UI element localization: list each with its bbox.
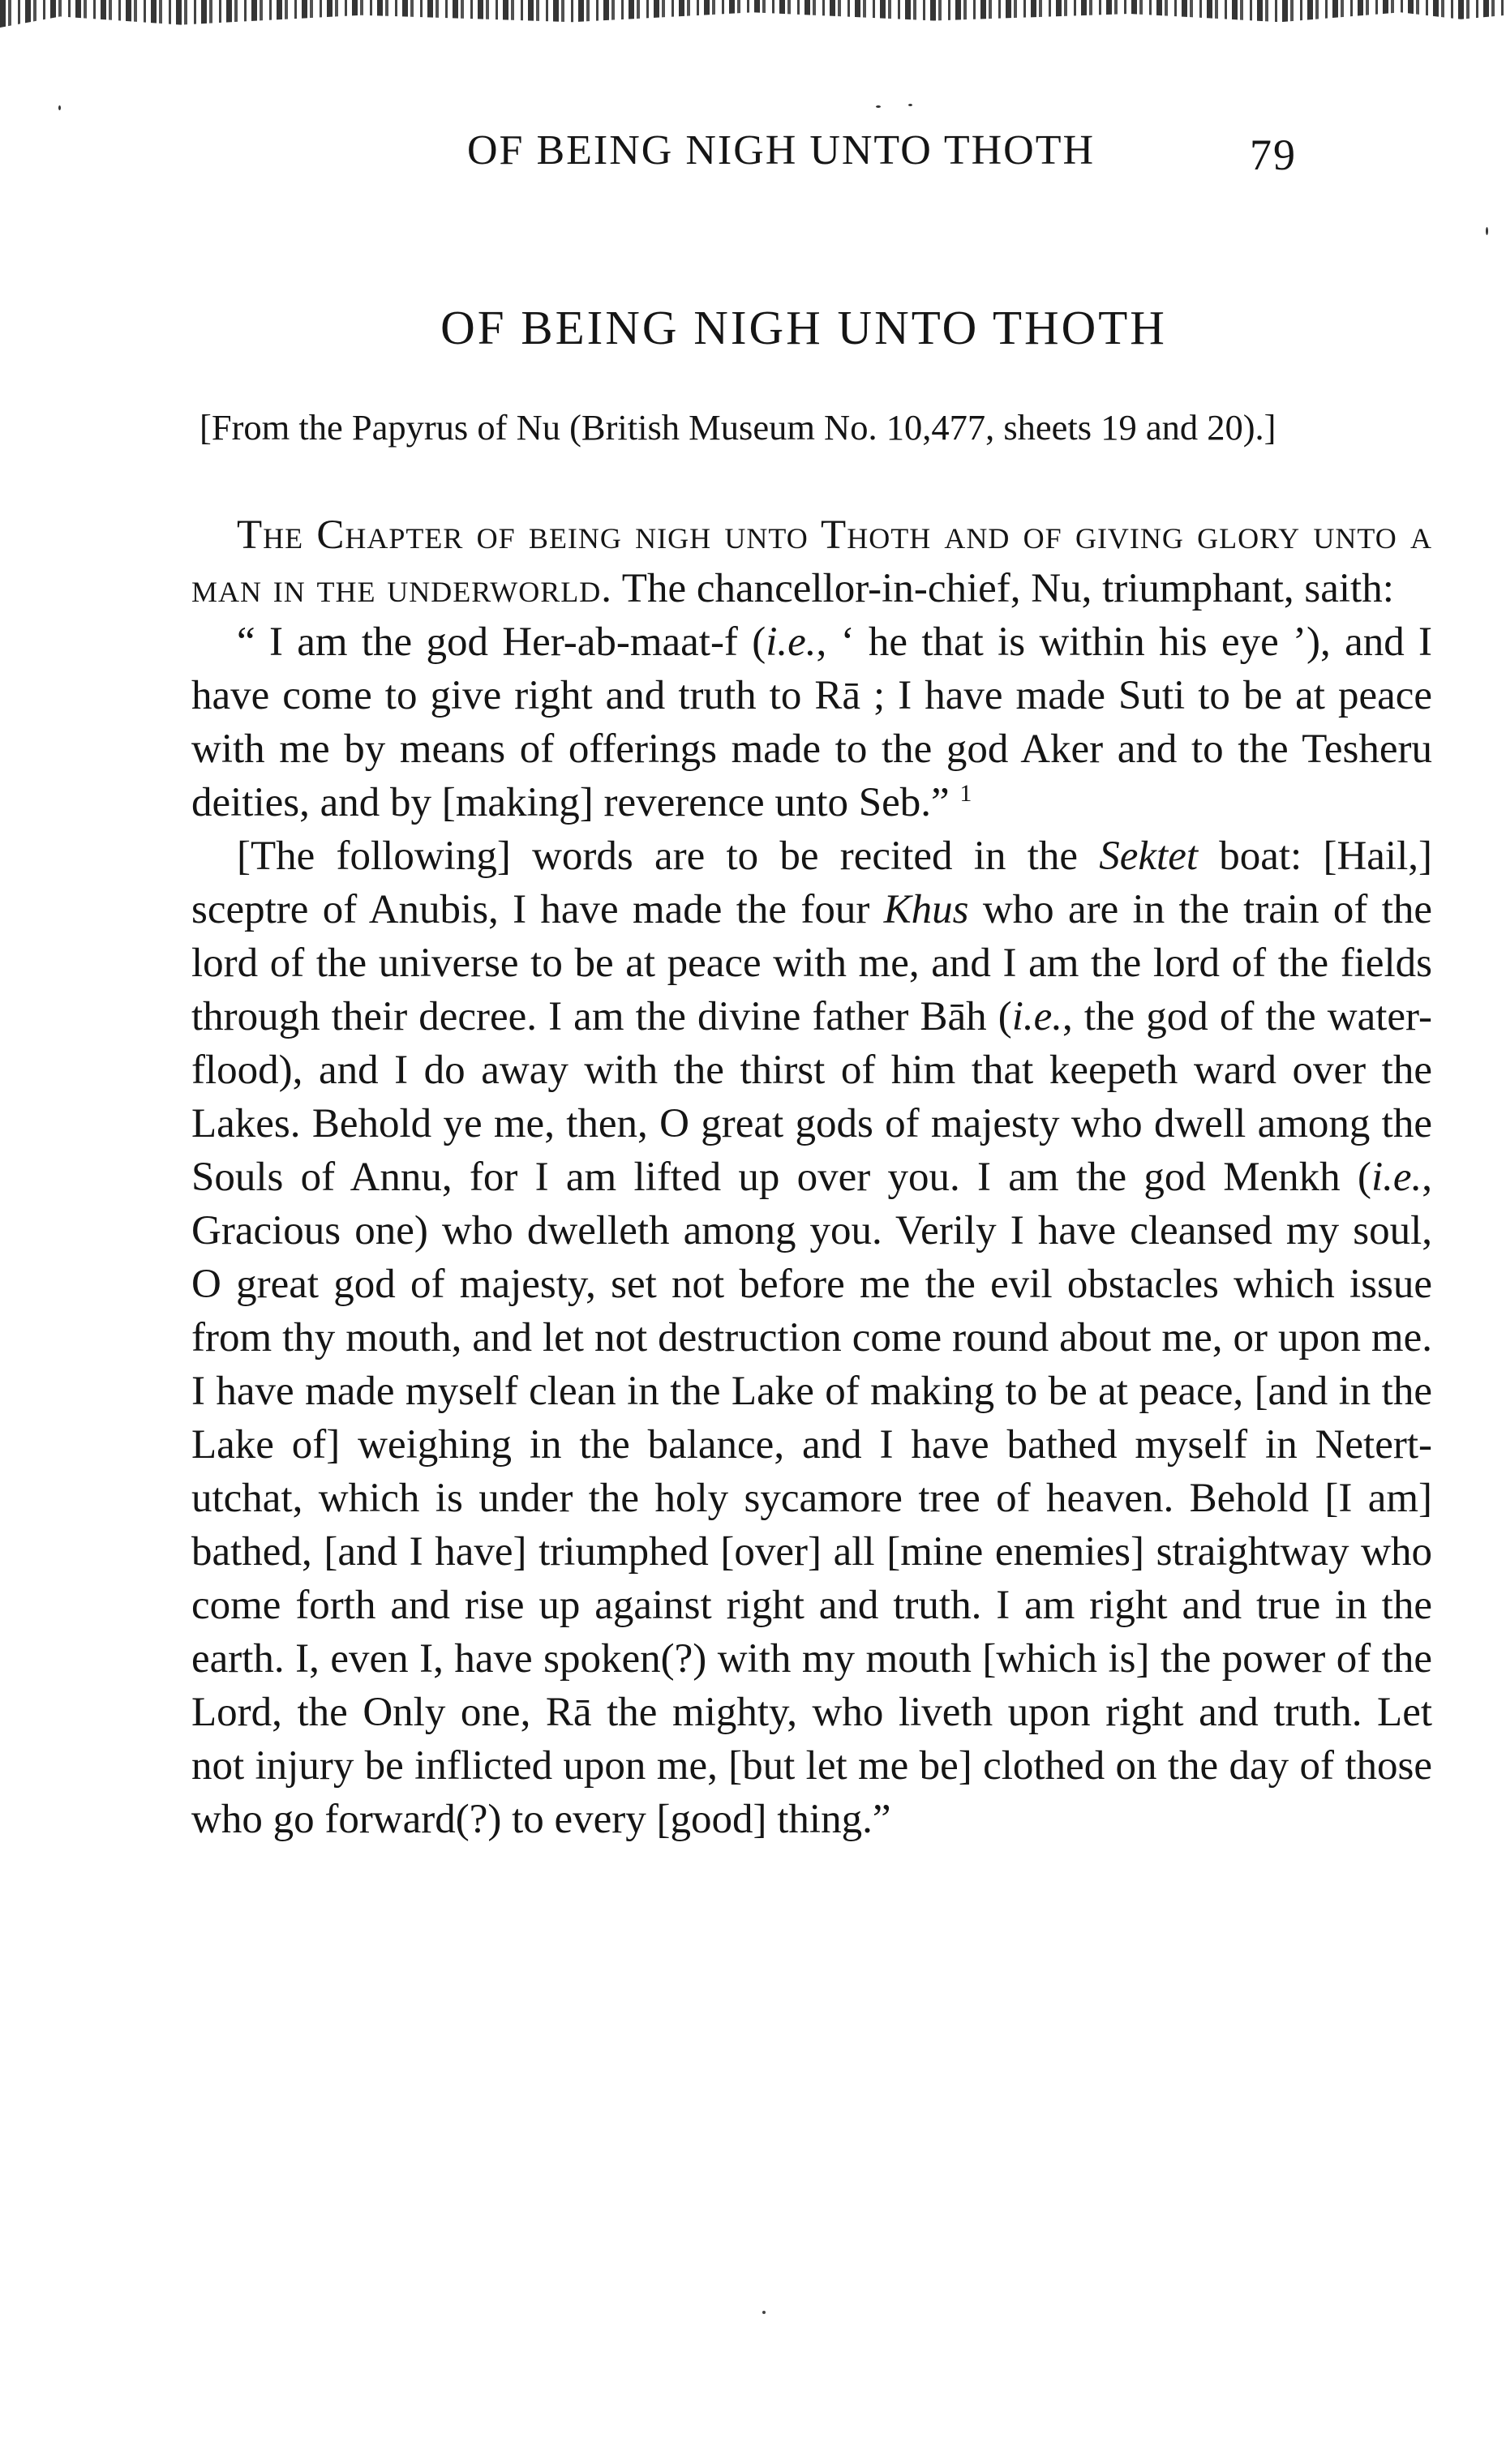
book-page: [191, 114, 1432, 1846]
scan-speck: [1486, 227, 1488, 235]
paragraph-1-text: The chancellor-in-chief, Nu, triumphant, saith:: [611, 566, 1394, 611]
scan-speck: [876, 105, 881, 108]
scan-edge-noise: [0, 0, 1506, 28]
scan-speck: [762, 2311, 766, 2314]
paragraph-3-text-e: , Gracious one) who dwelleth among you. Verily I have cleansed my soul, O great god of majesty, set not before me the evil obstacles which issue from thy mouth, and let not destruction come round about me, or upon me. I have made myself clean in the Lake of making to be at peace, [and in the Lake of] weighing in the balance, and I have bathed myself in Netert-utchat, which is under the holy sycamore tree of heaven. Behold [I am] bathed, [and I have] triumphed [over] all [mine enemies] straightway who come forth and rise up against right and truth. I am right and true in the earth. I, even I, have spoken(?) with my mouth [which is] the power of the Lord, the Only one, Rā the mighty, who liveth upon right and truth. Let not injury be inflicted upon me, [but let me be] clothed on the day of those who go forward(?) to every [good] thing.”: [191, 1155, 1432, 1842]
paragraph-3: [191, 829, 1432, 1846]
paragraph-3-text-b: boat: [Hail,] sceptre of Anubis, I have made the four: [191, 833, 1432, 932]
paragraph-3-text-d: , the god of the water-flood), and I do away with the thirst of him that keepeth ward over the Lakes. Behold ye me, then, O great gods of majesty who dwell among the Souls of Annu, for I am lifted up over you. I am the god Menkh (: [191, 994, 1432, 1200]
italic-ie: i.e.: [1371, 1155, 1422, 1200]
italic-ie: i.e.: [1011, 994, 1063, 1039]
paragraph-2-text-a: “ I am the god Her-ab-maat-f (: [237, 619, 766, 665]
scan-speck: [908, 104, 912, 106]
page-number: 79: [1250, 131, 1297, 179]
scan-speck: [58, 105, 61, 110]
italic-ie: i.e.: [766, 619, 817, 665]
paragraph-2: [191, 615, 1432, 829]
chapter-heading-smallcaps: The Chapter of being nigh unto Thoth and of giving glory unto a man in the underworld.: [191, 512, 1432, 611]
italic-sektet: Sektet: [1099, 833, 1198, 879]
footnote-marker: 1: [959, 780, 972, 807]
paragraph-2-text-b: , ‘ he that is within his eye ’), and I have come to give right and truth to Rā ; I have made Suti to be at peace with me by means of offerings made to the god Aker and to the Tesheru deities, and by [making] reverence unto Seb.”: [191, 619, 1433, 825]
paragraph-3-text-c: who are in the train of the lord of the universe to be at peace with me, and I am the lord of the fields through their decree. I am the divine father Bāh (: [191, 887, 1432, 1039]
chapter-title: OF BEING NIGH UNTO THOTH: [440, 301, 1167, 354]
paragraph-1: [191, 508, 1432, 615]
source-note: [From the Papyrus of Nu (British Museum No. 10,477, sheets 19 and 20).]: [200, 407, 1276, 448]
body-text: [191, 508, 1432, 1846]
italic-khus: Khus: [883, 887, 969, 932]
paragraph-3-text-a: [The following] words are to be recited in the: [237, 833, 1100, 879]
running-head: [191, 114, 1432, 178]
running-head-title: OF BEING NIGH UNTO THOTH: [467, 127, 1096, 174]
